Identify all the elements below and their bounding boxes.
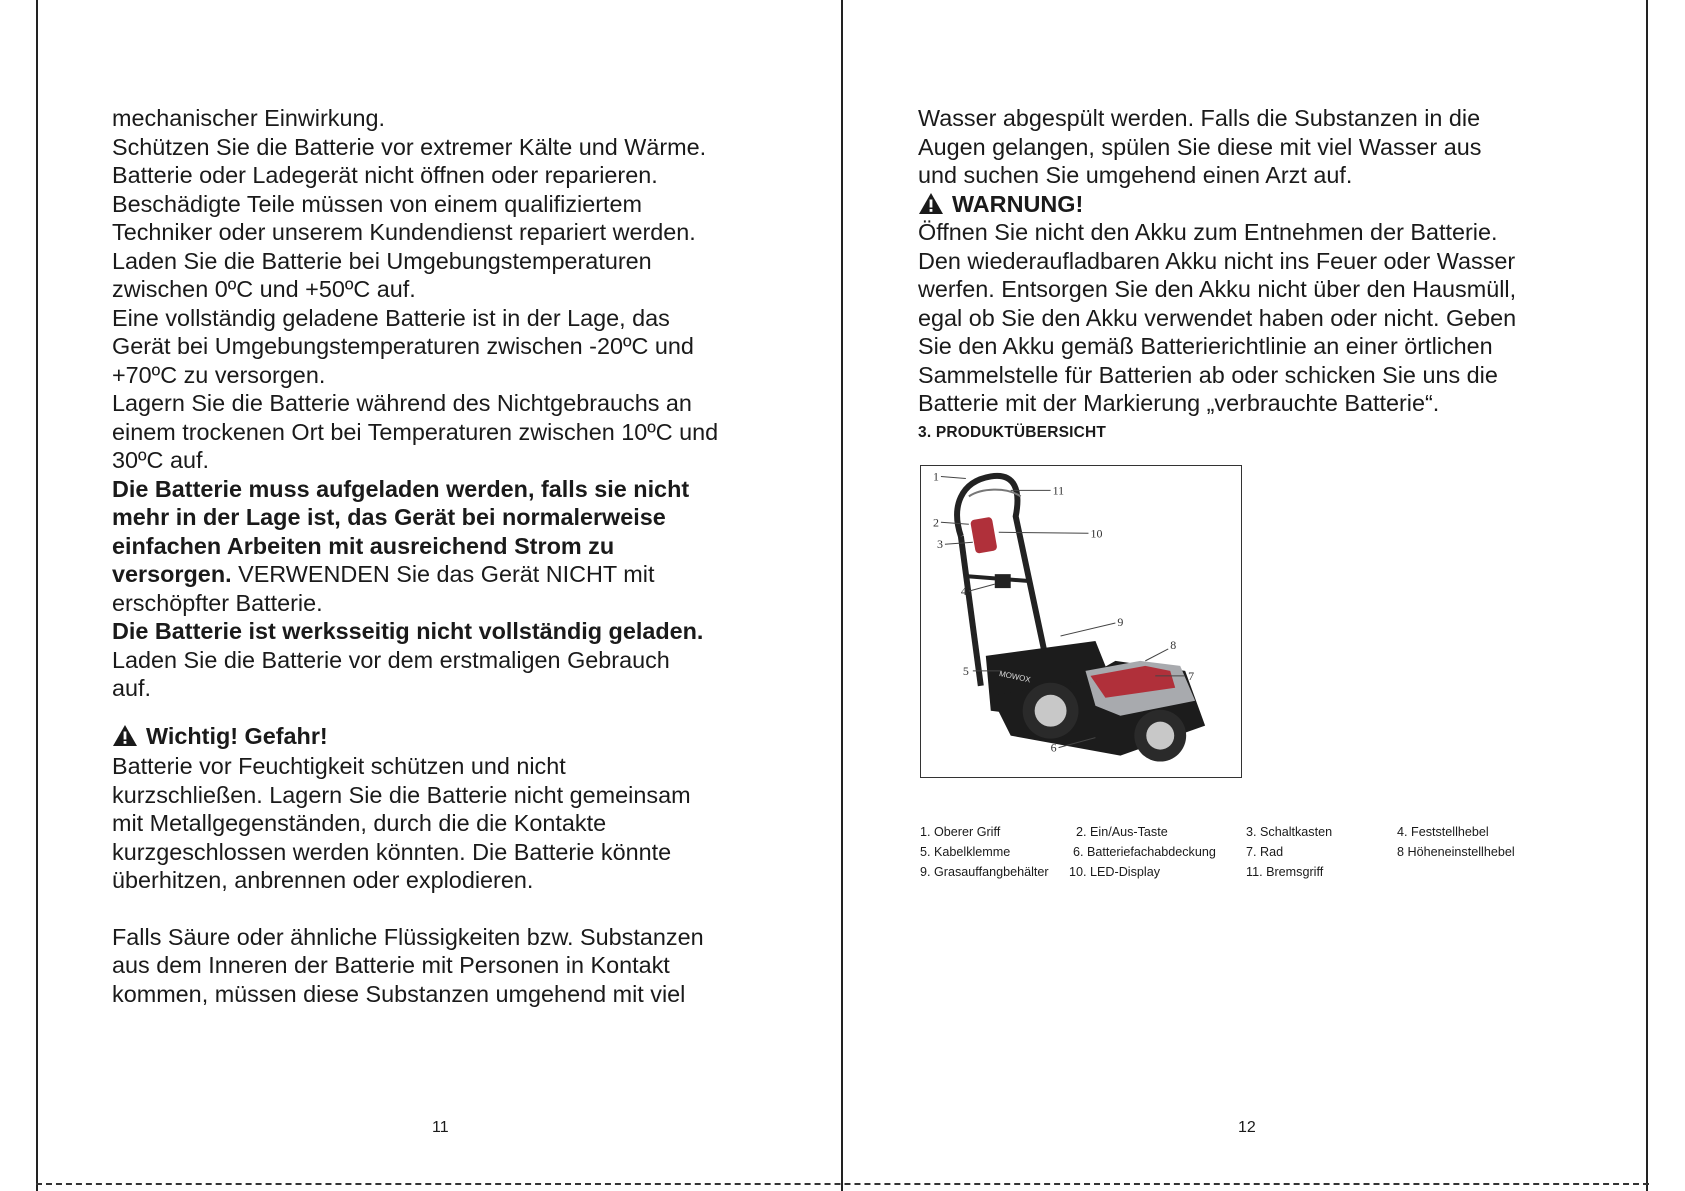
left-margin-line: [36, 0, 38, 1191]
left-paragraph-charging: [112, 475, 802, 618]
first-use-charge-note: Laden Sie die Batterie vor dem erstmaligen Gebrauch auf.: [112, 646, 670, 701]
callout-6: 6: [1050, 740, 1057, 755]
warning-heading-danger-text: Wichtig! Gefahr!: [146, 722, 328, 749]
warning-heading-warnung-text: WARNUNG!: [952, 190, 1084, 217]
page-number-right: 12: [1238, 1119, 1256, 1136]
bottom-cut-line: [36, 1183, 1649, 1185]
callout-7: 7: [1188, 668, 1195, 683]
lawnmower-illustration: [921, 466, 1240, 776]
warning-triangle-icon: [918, 192, 944, 215]
left-warning-text: Batterie vor Feuchtigkeit schützen und nicht kurzschließen. Lagern Sie die Batterie nicht gemeinsam mit Metallgegenständen, durch die die Kontakte kurzgeschlossen werden könnten. Die Batterie könnte überhitzen, anbrennen oder explodieren.: [112, 753, 691, 893]
legend-item: 8 Höheneinstellhebel: [1397, 845, 1515, 859]
legend-item: 5. Kabelklemme: [920, 845, 1011, 859]
bold-charging-note: Die Batterie muss aufgeladen werden, falls sie nicht mehr in der Lage ist, das Gerät bei normalerweise einfachen Arbeiten mit ausreichend Strom zu versorgen.: [112, 475, 690, 587]
legend-item: 2. Ein/Aus-Taste: [1076, 825, 1168, 839]
center-fold-line: [841, 0, 843, 1191]
right-warning-text: Öffnen Sie nicht den Akku zum Entnehmen der Batterie. Den wiederaufladbaren Akku nicht ins Feuer oder Wasser werfen. Entsorgen Sie den Akku nicht über den Hausmüll, egal ob Sie den Akku verwendet haben oder nicht. Geben Sie den Akku gemäß Batterierichtlinie an einer örtlichen Sammelstelle für Batterien ab oder schicken Sie uns die Batterie mit der Markierung „verbrauchte Batterie“.: [918, 219, 1517, 416]
lawnmower-figure: [920, 465, 1242, 778]
callout-4: 4: [960, 584, 967, 599]
page-number-left: 11: [432, 1119, 449, 1136]
legend-item: 7. Rad: [1246, 845, 1284, 859]
warning-heading-warnung: [918, 190, 1608, 219]
bold-factory-charge-note: Die Batterie ist werksseitig nicht vollständig geladen.: [112, 618, 704, 644]
legend-item: 1. Oberer Griff: [920, 825, 1001, 839]
legend-item: 11. Bremsgriff: [1246, 865, 1324, 879]
brand-label: MOWOX: [998, 668, 1032, 685]
callout-10: 10: [1090, 526, 1103, 541]
legend-item: 3. Schaltkasten: [1246, 825, 1333, 839]
legend-item: 4. Feststellhebel: [1397, 825, 1489, 839]
legend-item: 10. LED-Display: [1069, 865, 1160, 879]
warning-triangle-icon: [112, 724, 138, 747]
callout-9: 9: [1117, 614, 1124, 629]
section-title-product-overview: 3. PRODUKTÜBERSICHT: [918, 423, 1107, 441]
callout-11: 11: [1052, 483, 1065, 498]
right-paragraph-rinse: Wasser abgespült werden. Falls die Substanzen in die Augen gelangen, spülen Sie diese mit viel Wasser aus und suchen Sie umgehend einen Arzt auf.: [918, 105, 1482, 188]
callout-3: 3: [936, 537, 943, 552]
charging-note-continued: VERWENDEN Sie das Gerät NICHT mit erschöpfter Batterie.: [112, 561, 655, 616]
left-paragraph-battery-care: mechanischer Einwirkung. Schützen Sie die Batterie vor extremer Kälte und Wärme. Batterie oder Ladegerät nicht öffnen oder reparieren. Beschädigte Teile müssen von einem qualifiziertem Techniker oder unserem Kundendienst repariert werden. Laden Sie die Batterie bei Umgebungstemperaturen zwischen 0ºC und +50ºC auf. Eine vollständig geladene Batterie ist in der Lage, das Gerät bei Umgebungstemperaturen zwischen -20ºC und +70ºC zu versorgen. Lagern Sie die Batterie während des Nichtgebrauchs an einem trockenen Ort bei Temperaturen zwischen 10ºC und 30ºC auf.: [112, 105, 719, 473]
callout-8: 8: [1170, 637, 1177, 652]
left-acid-paragraph: Falls Säure oder ähnliche Flüssigkeiten bzw. Substanzen aus dem Inneren der Batterie mit Personen in Kontakt kommen, müssen diese Substanzen umgehend mit viel: [112, 923, 704, 1007]
warning-heading-danger: [112, 722, 802, 751]
legend-item: 9. Grasauffangbehälter: [920, 865, 1049, 879]
legend-item: 6. Batteriefachabdeckung: [1073, 845, 1216, 859]
callout-2: 2: [932, 515, 939, 530]
right-margin-line: [1646, 0, 1648, 1191]
callout-5: 5: [962, 663, 969, 678]
left-page: [112, 104, 802, 1008]
right-page: [918, 104, 1608, 442]
callout-1: 1: [932, 469, 939, 484]
